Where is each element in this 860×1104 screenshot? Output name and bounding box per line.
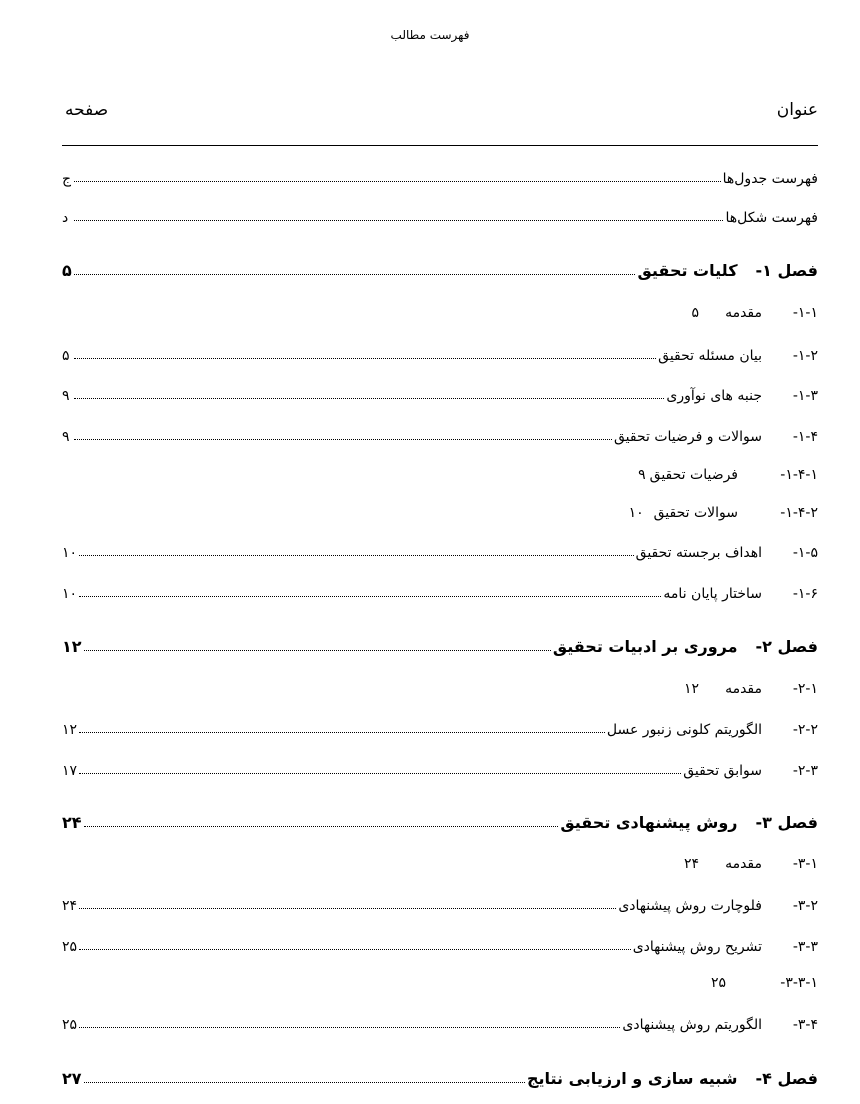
toc-entry-page: ۵: [691, 305, 700, 321]
toc-entry-page: ۲۵: [62, 939, 78, 955]
toc-entry-page: ۵: [62, 348, 70, 364]
toc-subsection-1-4-2[interactable]: [62, 497, 818, 521]
toc-entry-title: مروری بر ادبیات تحقیق: [552, 637, 738, 656]
dot-leader: [74, 181, 721, 182]
dot-leader: [79, 773, 681, 774]
dot-leader: [74, 358, 656, 359]
toc-entry-number: ۱-۴-۱-: [780, 467, 818, 483]
toc-entry-page: ۵: [62, 261, 72, 280]
toc-entry-page: ۲۴: [684, 856, 700, 872]
toc-entry-number: ۳-۱-: [792, 856, 818, 872]
toc-entry-page: ۹: [62, 388, 70, 404]
toc-entry-page: ۲۷: [62, 1069, 82, 1088]
toc-entry-list-of-tables[interactable]: [62, 163, 818, 187]
toc-section-2-3[interactable]: [62, 755, 818, 779]
toc-entry-list-of-figures[interactable]: [62, 202, 818, 226]
toc-entry-title: کلیات تحقیق: [637, 261, 738, 280]
toc-entry-number: ۲-۳-: [792, 763, 818, 779]
dot-leader: [74, 274, 635, 275]
toc-entry-page: ۲۵: [710, 975, 726, 991]
dot-leader: [79, 596, 661, 597]
toc-entry-number: ۳-۲-: [792, 898, 818, 914]
toc-entry-title: فرضیات تحقیق: [649, 467, 738, 483]
toc-entry-title: سوالات تحقیق: [653, 505, 738, 521]
toc-section-3-4[interactable]: [62, 1009, 818, 1033]
toc-entry-title: تشریح روش پیشنهادی: [632, 939, 762, 955]
toc-section-2-2[interactable]: [62, 714, 818, 738]
dot-leader: [74, 220, 723, 221]
toc-section-1-4[interactable]: [62, 421, 818, 445]
toc-entry-title: فهرست جدول‌ها: [722, 171, 818, 187]
dot-leader: [79, 908, 616, 909]
toc-entry-page: ۲۴: [62, 898, 78, 914]
toc-entry-page: ۱۲: [684, 681, 700, 697]
toc-entry-number: ۱-۴-: [792, 429, 818, 445]
toc-section-3-1[interactable]: [62, 848, 818, 872]
toc-entry-title: مقدمه: [725, 681, 762, 697]
toc-entry-title: ساختار پایان نامه: [663, 586, 762, 602]
toc-entry-title: الگوریتم روش پیشنهادی: [622, 1017, 762, 1033]
toc-entry-number: ۱-۱-: [792, 305, 818, 321]
toc-entry-number: ۱-۲-: [792, 348, 818, 364]
dot-leader: [84, 1082, 525, 1083]
toc-chapter-4[interactable]: [62, 1064, 818, 1088]
toc-entry-number: فصل ۲-: [755, 637, 818, 656]
toc-entry-number: ۲-۱-: [792, 681, 818, 697]
running-header: فهرست مطالب: [390, 28, 470, 42]
dot-leader: [84, 826, 559, 827]
toc-section-1-2[interactable]: [62, 340, 818, 364]
toc-entry-page: ۱۷: [62, 763, 78, 779]
toc-chapter-3[interactable]: [62, 808, 818, 832]
toc-section-1-1[interactable]: [62, 297, 818, 321]
toc-entry-page: ۲۵: [62, 1017, 78, 1033]
toc-entry-number: ۱-۵-: [792, 545, 818, 561]
dot-leader: [74, 398, 664, 399]
toc-entry-page: ۹: [638, 467, 646, 483]
dot-leader: [79, 555, 634, 556]
toc-section-1-6[interactable]: [62, 578, 818, 602]
toc-entry-title: بیان مسئله تحقیق: [658, 348, 762, 364]
toc-entry-number: ۱-۳-: [792, 388, 818, 404]
toc-chapter-2[interactable]: [62, 632, 818, 656]
toc-entry-page: ۲۴: [62, 813, 82, 832]
toc-entry-title: شبیه سازی و ارزیابی نتایج: [526, 1069, 738, 1088]
page-column-heading: صفحه: [65, 100, 109, 120]
toc-entry-page: ۱۲: [62, 722, 78, 738]
toc-entry-title: الگوریتم کلونی زنبور عسل: [606, 722, 762, 738]
toc-section-3-2[interactable]: [62, 890, 818, 914]
toc-entry-number: ۱-۶-: [792, 586, 818, 602]
toc-entry-page: د: [62, 210, 69, 226]
toc-entry-title: سوالات و فرضیات تحقیق: [613, 429, 762, 445]
toc-chapter-1[interactable]: [62, 256, 818, 280]
toc-entry-number: فصل ۴-: [755, 1069, 818, 1088]
toc-section-3-3[interactable]: [62, 931, 818, 955]
toc-entry-number: ۳-۳-۱-: [780, 975, 818, 991]
toc-section-1-3[interactable]: [62, 380, 818, 404]
toc-subsection-1-4-1[interactable]: [62, 459, 818, 483]
toc-entry-title: سوابق تحقیق: [683, 763, 762, 779]
toc-entry-title: جنبه های نوآوری: [666, 388, 762, 404]
toc-entry-page: ۱۰: [62, 545, 78, 561]
toc-entry-page: ۱۰: [62, 586, 78, 602]
toc-entry-page: ۱۰: [628, 505, 644, 521]
toc-section-1-5[interactable]: [62, 537, 818, 561]
toc-entry-title: اهداف برجسته تحقیق: [635, 545, 762, 561]
dot-leader: [79, 949, 631, 950]
toc-entry-number: ۲-۲-: [792, 722, 818, 738]
toc-entry-number: ۳-۴-: [792, 1017, 818, 1033]
dot-leader: [74, 439, 612, 440]
toc-entry-page: ج: [62, 171, 72, 187]
toc-entry-page: ۹: [62, 429, 70, 445]
toc-entry-title: فلوچارت روش پیشنهادی: [618, 898, 762, 914]
heading-rule: [62, 145, 818, 146]
toc-entry-title: مقدمه: [725, 305, 762, 321]
toc-entry-number: فصل ۱-: [755, 261, 818, 280]
toc-entry-title: روش پیشنهادی تحقیق: [560, 813, 738, 832]
toc-subsection-3-3-1[interactable]: [62, 967, 818, 991]
toc-entry-number: فصل ۳-: [755, 813, 818, 832]
dot-leader: [79, 1027, 620, 1028]
dot-leader: [84, 650, 551, 651]
toc-entry-number: ۳-۳-: [792, 939, 818, 955]
toc-entry-number: ۱-۴-۲-: [780, 505, 818, 521]
toc-entry-page: ۱۲: [62, 637, 82, 656]
dot-leader: [79, 732, 605, 733]
toc-entry-title: مقدمه: [725, 856, 762, 872]
title-column-heading: عنوان: [776, 100, 818, 120]
toc-entry-title: فهرست شکل‌ها: [725, 210, 818, 226]
toc-section-2-1[interactable]: [62, 673, 818, 697]
